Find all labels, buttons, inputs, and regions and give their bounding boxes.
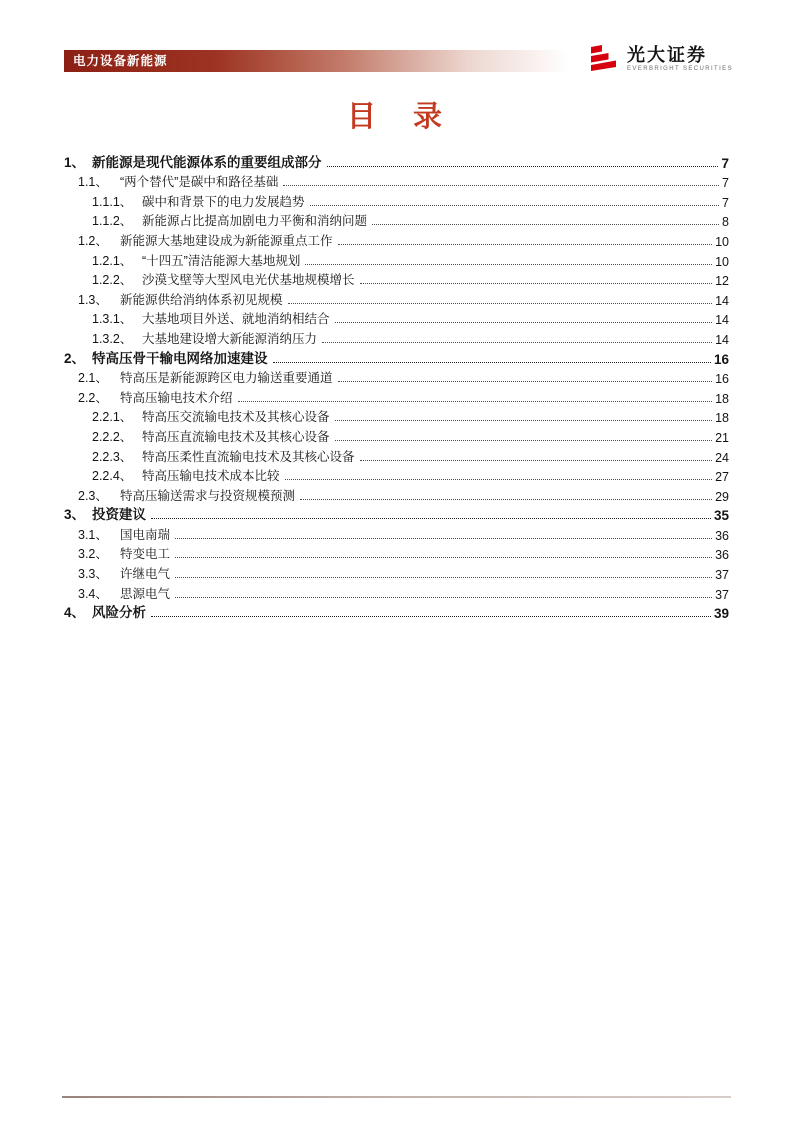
toc-entry-page: 36 xyxy=(715,548,729,563)
toc-entry-label: “两个替代”是碳中和路径基础 xyxy=(120,175,279,190)
toc-entry[interactable] xyxy=(64,367,729,387)
category-banner xyxy=(64,50,569,72)
toc-entry[interactable] xyxy=(64,386,729,406)
toc-entry-page: 10 xyxy=(715,234,729,249)
toc-entry[interactable] xyxy=(64,406,729,426)
toc-entry[interactable] xyxy=(64,465,729,485)
toc-entry-page: 16 xyxy=(715,372,729,387)
toc-entry-page: 37 xyxy=(715,568,729,583)
toc-entry[interactable] xyxy=(64,543,729,563)
toc-entry-number: 1、 xyxy=(64,154,86,170)
toc-entry[interactable] xyxy=(64,190,729,210)
toc-entry-number: 1.1、 xyxy=(78,175,108,190)
brand-name: 光大证券 xyxy=(627,44,708,65)
toc-entry-number: 1.1.1、 xyxy=(92,194,133,209)
toc-entry-label: 碳中和背景下的电力发展趋势 xyxy=(142,194,305,209)
toc-entry-label: 许继电气 xyxy=(120,567,171,582)
toc-entry-page: 36 xyxy=(715,528,729,543)
toc-dotted-leader xyxy=(310,205,720,206)
toc-entry-label: 特高压骨干输电网络加速建设 xyxy=(92,350,268,366)
toc-entry-page: 7 xyxy=(721,155,729,171)
footer-divider xyxy=(62,1096,731,1098)
toc-dotted-leader xyxy=(360,283,713,284)
toc-entry-label: 国电南瑞 xyxy=(120,527,171,542)
toc-entry-number: 2.2.4、 xyxy=(92,469,133,484)
toc-dotted-leader xyxy=(175,577,712,578)
toc-entry-number: 1.2.2、 xyxy=(92,273,133,288)
toc-dotted-leader xyxy=(285,479,713,480)
toc-dotted-leader xyxy=(335,440,713,441)
toc-entry[interactable] xyxy=(64,484,729,504)
toc-entry-number: 2、 xyxy=(64,350,86,366)
toc-entry-label: 特变电工 xyxy=(120,547,171,562)
toc-entry-label: “十四五”清洁能源大基地规划 xyxy=(142,253,301,268)
toc-entry[interactable] xyxy=(64,229,729,249)
toc-dotted-leader xyxy=(288,303,713,304)
toc-entry-label: 风险分析 xyxy=(92,605,146,621)
toc-dotted-leader xyxy=(238,401,713,402)
toc-entry-number: 1.3、 xyxy=(78,292,108,307)
toc-entry[interactable] xyxy=(64,582,729,602)
toc-entry-page: 16 xyxy=(713,351,729,367)
toc-entry[interactable] xyxy=(64,562,729,582)
toc-entry-number: 2.3、 xyxy=(78,488,108,503)
toc-entry-label: 投资建议 xyxy=(92,507,146,523)
toc-dotted-leader xyxy=(327,166,719,167)
toc-entry-page: 7 xyxy=(722,176,729,191)
toc-entry-page: 14 xyxy=(715,332,729,347)
toc-entry-label: 思源电气 xyxy=(120,586,171,601)
toc-entry[interactable] xyxy=(64,504,729,524)
brand-subtitle: EVERBRIGHT SECURITIES xyxy=(627,65,733,72)
toc-entry-page: 10 xyxy=(715,254,729,269)
toc-entry-label: 新能源供给消纳体系初见规模 xyxy=(120,292,283,307)
toc-entry[interactable] xyxy=(64,249,729,269)
toc-entry[interactable] xyxy=(64,327,729,347)
toc-list xyxy=(64,151,729,621)
toc-entry-page: 12 xyxy=(715,274,729,289)
toc-entry-page: 14 xyxy=(715,313,729,328)
toc-dotted-leader xyxy=(175,538,712,539)
toc-entry-label: 大基地建设增大新能源消纳压力 xyxy=(142,331,318,346)
toc-entry[interactable] xyxy=(64,288,729,308)
toc-entry-page: 29 xyxy=(715,489,729,504)
toc-dotted-leader xyxy=(283,185,719,186)
toc-entry-label: 新能源大基地建设成为新能源重点工作 xyxy=(120,233,333,248)
toc-entry-number: 1.3.1、 xyxy=(92,312,133,327)
toc-entry-number: 2.2.3、 xyxy=(92,449,133,464)
toc-entry-page: 18 xyxy=(715,411,729,426)
toc-entry-number: 1.1.2、 xyxy=(92,214,133,229)
toc-dotted-leader xyxy=(151,518,711,519)
toc-entry-number: 3.4、 xyxy=(78,586,108,601)
toc-entry[interactable] xyxy=(64,171,729,191)
toc-entry[interactable] xyxy=(64,151,729,171)
toc-entry-label: 大基地项目外送、就地消纳相结合 xyxy=(142,312,330,327)
toc-dotted-leader xyxy=(372,224,719,225)
toc-entry-page: 24 xyxy=(715,450,729,465)
toc-entry[interactable] xyxy=(64,210,729,230)
toc-entry-number: 1.2.1、 xyxy=(92,253,133,268)
toc-dotted-leader xyxy=(360,460,713,461)
toc-entry[interactable] xyxy=(64,445,729,465)
everbright-logo-icon xyxy=(588,42,620,74)
toc-dotted-leader xyxy=(322,342,712,343)
toc-entry[interactable] xyxy=(64,425,729,445)
toc-dotted-leader xyxy=(273,362,711,363)
toc-entry-label: 特高压交流输电技术及其核心设备 xyxy=(142,410,330,425)
toc-entry-label: 特高压是新能源跨区电力输送重要通道 xyxy=(120,371,333,386)
toc-entry-label: 特高压直流输电技术及其核心设备 xyxy=(142,429,330,444)
toc-entry-number: 1.3.2、 xyxy=(92,331,133,346)
toc-entry-label: 特高压柔性直流输电技术及其核心设备 xyxy=(142,449,355,464)
toc-entry-number: 3.1、 xyxy=(78,527,108,542)
toc-entry-page: 39 xyxy=(713,606,729,622)
toc-entry-number: 2.2.1、 xyxy=(92,410,133,425)
toc-entry[interactable] xyxy=(64,523,729,543)
toc-entry-page: 18 xyxy=(715,391,729,406)
toc-entry[interactable] xyxy=(64,602,729,622)
toc-entry-page: 14 xyxy=(715,293,729,308)
toc-entry-label: 新能源占比提高加剧电力平衡和消纳问题 xyxy=(142,214,368,229)
category-label: 电力设备新能源 xyxy=(73,54,168,68)
toc-dotted-leader xyxy=(338,381,713,382)
toc-entry-number: 4、 xyxy=(64,605,86,621)
toc-dotted-leader xyxy=(335,420,713,421)
toc-entry-label: 特高压输电技术成本比较 xyxy=(142,469,280,484)
toc-entry[interactable] xyxy=(64,347,729,367)
toc-dotted-leader xyxy=(175,557,712,558)
page-title: 目 录 xyxy=(346,101,446,133)
toc-dotted-leader xyxy=(335,322,713,323)
toc-entry[interactable] xyxy=(64,269,729,289)
toc-dotted-leader xyxy=(175,597,712,598)
toc-dotted-leader xyxy=(338,244,713,245)
toc-entry-label: 新能源是现代能源体系的重要组成部分 xyxy=(92,154,322,170)
toc-entry-page: 21 xyxy=(715,430,729,445)
toc-entry-page: 37 xyxy=(715,587,729,602)
toc-entry-label: 沙漠戈壁等大型风电光伏基地规模增长 xyxy=(142,273,355,288)
toc-entry[interactable] xyxy=(64,308,729,328)
toc-dotted-leader xyxy=(300,499,712,500)
toc-entry-number: 2.2、 xyxy=(78,390,108,405)
toc-entry-page: 27 xyxy=(715,470,729,485)
toc-entry-number: 1.2、 xyxy=(78,233,108,248)
toc-entry-label: 特高压输电技术介绍 xyxy=(120,390,233,405)
toc-entry-page: 7 xyxy=(722,195,729,210)
toc-entry-number: 2.2.2、 xyxy=(92,429,133,444)
brand xyxy=(588,42,733,74)
toc-dotted-leader xyxy=(305,264,712,265)
toc-entry-number: 3.2、 xyxy=(78,547,108,562)
toc-entry-number: 3、 xyxy=(64,507,86,523)
brand-text xyxy=(627,45,733,72)
toc-entry-number: 3.3、 xyxy=(78,567,108,582)
toc-entry-page: 8 xyxy=(722,215,729,230)
toc-entry-label: 特高压输送需求与投资规模预测 xyxy=(120,488,296,503)
toc-dotted-leader xyxy=(151,616,711,617)
toc-entry-number: 2.1、 xyxy=(78,371,108,386)
toc-entry-page: 35 xyxy=(713,508,729,524)
